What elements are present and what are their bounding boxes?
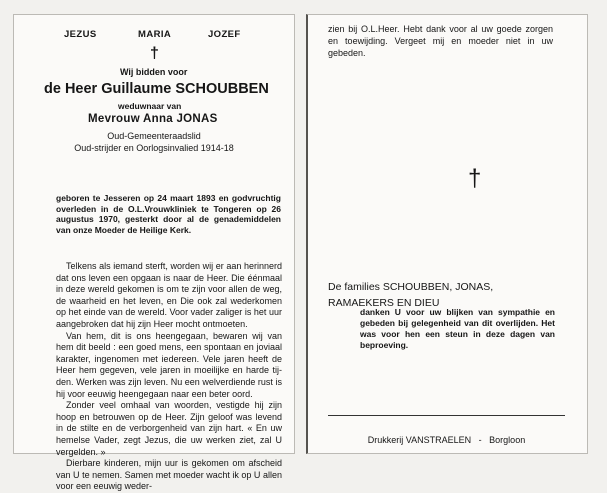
- printer-dash: -: [478, 435, 482, 445]
- paragraph-3: Zonder veel omhaal van woorden, vestigde hij zijn hoop en betrouwen op de Heer. Zijn geloof was levend in de stilte en de verborgenheid van zijn hart. « En uw hemelse Vader, zegt Jezus, die uw werken ziet, zal U vergelden. »: [56, 400, 282, 457]
- divider-line: [328, 415, 565, 416]
- title-councillor: Oud-Gemeenteraadslid: [107, 131, 201, 141]
- families-line-2: RAMAEKERS EN DIEU: [328, 297, 440, 309]
- intro-text: Wij bidden voor: [120, 67, 188, 77]
- spouse-name: [88, 113, 218, 125]
- header-jozef: JOZEF: [208, 29, 241, 40]
- deceased-surname: SCHOUBBEN: [175, 81, 269, 97]
- paragraph-1: Telkens als iemand sterft, worden wij er aan herinnerd dat ons leven een opgaan is naar de Heer. Die éénmaal in deze wereld gekomen is om te zijn voor allen de weg, de waarheid en het leven, en Die ook zal wederkomen op het einde van de wereld. Voor vader zaliger is het uur aangebroken dat hij zijn Heer mocht ontmoeten.: [56, 261, 282, 329]
- printer-city: Borgloon: [489, 435, 526, 445]
- deceased-prefix: de Heer Guillaume: [44, 81, 172, 97]
- cross-icon-right: †: [468, 165, 482, 192]
- biography: geboren te Jesseren op 24 maart 1893 en godvruchtig overleden in de O.L.Vrouwkliniek te Tongeren op 26 augustus 1970, gesterkt door al de genademiddelen van onze Moeder de Heilige Kerk.: [56, 193, 281, 235]
- paragraph-4: Dierbare kinderen, mijn uur is gekomen om afscheid van U te nemen. Samen met moeder wacht ik op U allen voor een eeuwig weder-: [56, 458, 282, 492]
- right-panel: [306, 14, 588, 454]
- deceased-name: [44, 81, 269, 97]
- header-jezus: JEZUS: [64, 29, 97, 40]
- body-text: [56, 261, 282, 493]
- spouse-surname: JONAS: [176, 113, 218, 125]
- continuation-text: zien bij O.L.Heer. Hebt dank voor al uw goede zorgen en toewijding. Vergeet mij en moeder niet in uw gebeden.: [328, 24, 553, 58]
- header-maria: MARIA: [138, 29, 172, 40]
- thanks-text: danken U voor uw blijken van sympathie en gebeden bij gelegenheid van dit overlijden. Het was voor hen een steun in deze dagen van beproeving.: [360, 307, 555, 350]
- paragraph-2: Van hem, dit is ons heengegaan, bewaren wij van hem dit beeld : een goed mens, een spontaan en joviaal karakter, ingenomen met iedereen. Vele jaren heeft de Heer hem gegeven, vele jaren in moeilijke en harde tijden. Werken was zijn leven. Nu een welverdiende rust is hij voor eeuwig heengegaan naar een beter oord.: [56, 330, 282, 399]
- left-panel: [13, 14, 295, 492]
- widower-label: weduwnaar van: [118, 101, 182, 111]
- printer-credit: [328, 435, 565, 445]
- spouse-prefix: Mevrouw Anna: [88, 113, 173, 125]
- families-line-1: De families SCHOUBBEN, JONAS,: [328, 281, 494, 293]
- printer-name: Drukkerij VANSTRAELEN: [367, 435, 472, 445]
- title-veteran: Oud-strijder en Oorlogsinvalied 1914-18: [74, 143, 234, 153]
- cross-icon: †: [150, 45, 159, 62]
